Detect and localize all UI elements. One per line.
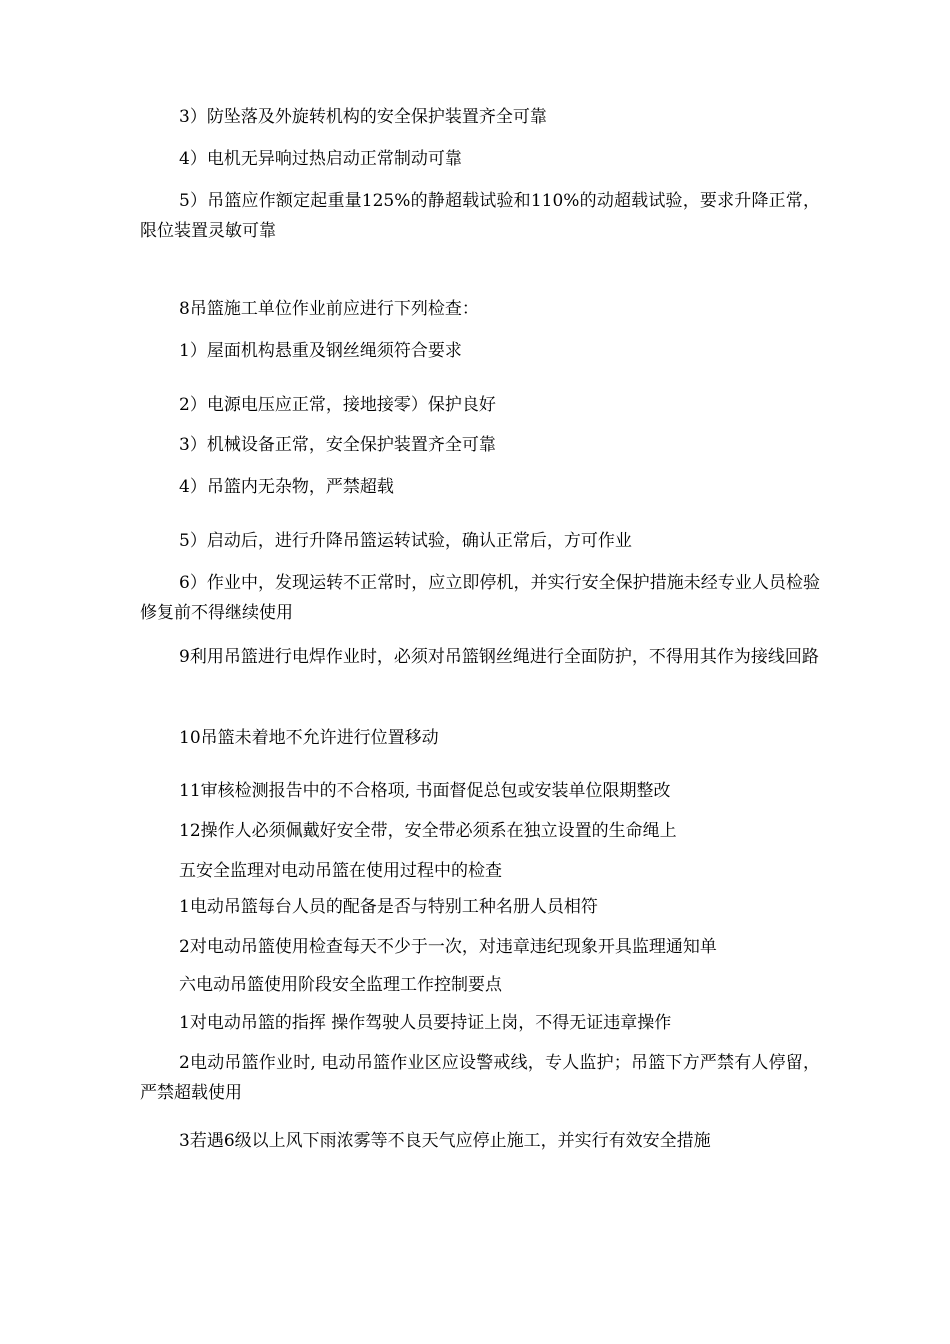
paragraph: 4）电机无异响过热启动正常制动可靠	[179, 149, 462, 169]
paragraph: 2电动吊篮作业时, 电动吊篮作业区应设警戒线，专人监护；吊篮下方严禁有人停留，严禁超载使用	[140, 1053, 820, 1103]
paragraph: 3）机械设备正常，安全保护装置齐全可靠	[179, 435, 496, 455]
paragraph: 1对电动吊篮的指挥 操作驾驶人员要持证上岗，不得无证违章操作	[179, 1013, 672, 1033]
paragraph: 5）启动后，进行升降吊篮运转试验，确认正常后，方可作业	[179, 531, 632, 551]
paragraph: 3）防坠落及外旋转机构的安全保护装置齐全可靠	[179, 107, 547, 127]
paragraph: 5）吊篮应作额定起重量125%的静超载试验和110%的动超载试验，要求升降正常，限位装置灵敏可靠	[140, 191, 820, 241]
paragraph: 8吊篮施工单位作业前应进行下列检查：	[179, 299, 479, 319]
paragraph: 12操作人必须佩戴好安全带，安全带必须系在独立设置的生命绳上	[179, 821, 677, 841]
paragraph: 9利用吊篮进行电焊作业时，必须对吊篮钢丝绳进行全面防护，不得用其作为接线回路	[179, 647, 819, 667]
paragraph: 10吊篮未着地不允许进行位置移动	[179, 728, 439, 748]
paragraph: 1电动吊篮每台人员的配备是否与特别工种名册人员相符	[179, 897, 598, 917]
section-heading: 五安全监理对电动吊篮在使用过程中的检查	[179, 861, 502, 881]
paragraph: 6）作业中，发现运转不正常时，应立即停机，并实行安全保护措施未经专业人员检验修复前不得继续使用	[140, 573, 820, 623]
paragraph: 4）吊篮内无杂物，严禁超载	[179, 477, 394, 497]
paragraph: 2对电动吊篮使用检查每天不少于一次，对违章违纪现象开具监理通知单	[179, 937, 717, 957]
paragraph: 11审核检测报告中的不合格项, 书面督促总包或安装单位限期整改	[179, 781, 671, 801]
paragraph: 2）电源电压应正常，接地接零）保护良好	[179, 395, 496, 415]
paragraph: 3若遇6级以上风下雨浓雾等不良天气应停止施工，并实行有效安全措施	[179, 1131, 711, 1151]
paragraph: 1）屋面机构悬重及钢丝绳须符合要求	[179, 341, 462, 361]
section-heading: 六电动吊篮使用阶段安全监理工作控制要点	[179, 975, 502, 995]
